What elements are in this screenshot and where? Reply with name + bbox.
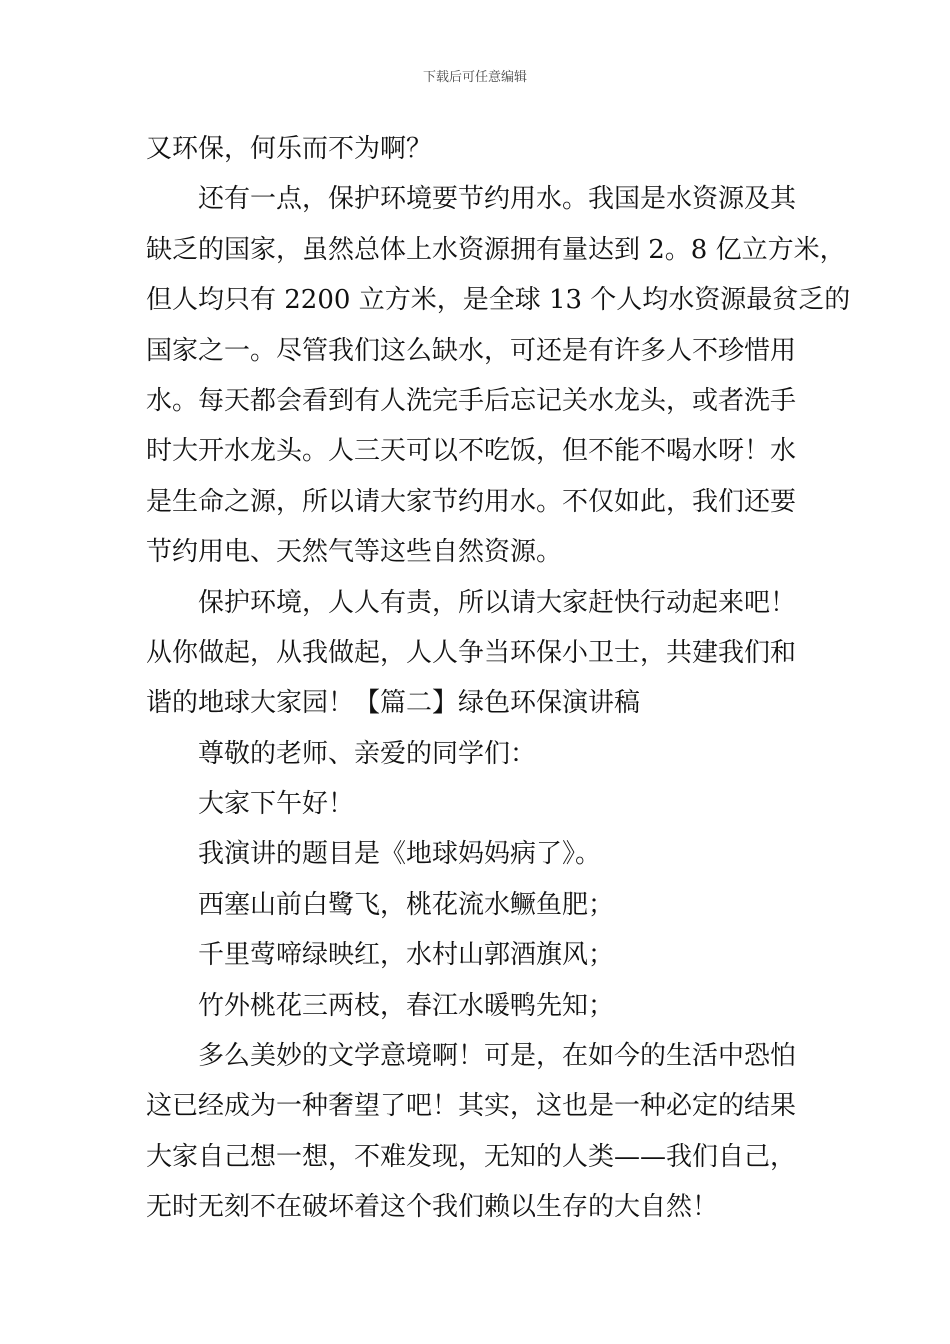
text-line: 时大开水龙头。人三天可以不吃饭，但不能不喝水呀！水 xyxy=(146,436,797,467)
text-line: 国家之一。尽管我们这么缺水，可还是有许多人不珍惜用 xyxy=(146,335,797,366)
text-line: 千里莺啼绿映红，水村山郭酒旗风； xyxy=(198,940,615,971)
text-line: 又环保，何乐而不为啊？ xyxy=(146,134,433,164)
text-line: 西塞山前白鹭飞，桃花流水鳜鱼肥； xyxy=(198,889,615,920)
text-line: 多么美妙的文学意境啊！可是，在如今的生活中恐怕 xyxy=(198,1041,797,1072)
text-line: 缺乏的国家，虽然总体上水资源拥有量达到 2。8 亿立方米， xyxy=(146,234,846,265)
document-body xyxy=(146,124,851,1233)
text-line: 尊敬的老师、亲爱的同学们： xyxy=(198,738,537,769)
text-line: 无时无刻不在破坏着这个我们赖以生存的大自然！ xyxy=(146,1192,719,1223)
text-line: 还有一点，保护环境要节约用水。我国是水资源及其 xyxy=(198,184,797,215)
text-line: 是生命之源，所以请大家节约用水。不仅如此，我们还要 xyxy=(146,486,797,517)
page-header-note: 下载后可任意编辑 xyxy=(422,70,527,85)
text-line: 水。每天都会看到有人洗完手后忘记关水龙头，或者洗手 xyxy=(146,385,797,416)
text-line: 保护环境，人人有责，所以请大家赶快行动起来吧！ xyxy=(198,587,797,618)
text-line: 但人均只有 2200 立方米，是全球 13 个人均水资源最贫乏的 xyxy=(146,285,851,316)
text-line: 这已经成为一种奢望了吧！其实，这也是一种必定的结果 xyxy=(146,1091,797,1122)
text-line: 大家自己想一想，不难发现，无知的人类——我们自己， xyxy=(146,1141,797,1172)
text-line: 竹外桃花三两枝，春江水暖鸭先知； xyxy=(198,990,615,1021)
text-line: 大家下午好！ xyxy=(198,789,355,820)
text-line: 从你做起，从我做起，人人争当环保小卫士，共建我们和 xyxy=(146,637,797,668)
text-line: 谐的地球大家园！【篇二】绿色环保演讲稿 xyxy=(146,688,641,719)
text-line: 节约用电、天然气等这些自然资源。 xyxy=(146,537,563,568)
text-line: 我演讲的题目是《地球妈妈病了》。 xyxy=(198,839,602,870)
